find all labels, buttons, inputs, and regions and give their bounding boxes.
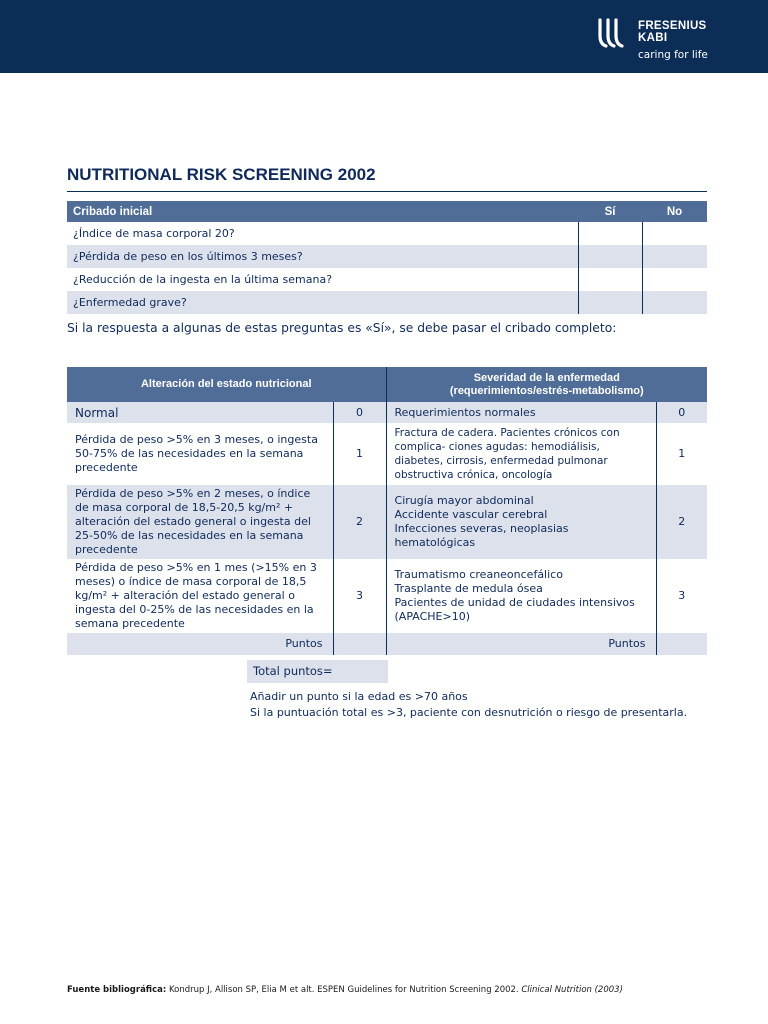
risk-note: Si la puntuación total es >3, paciente con desnutrición o riesgo de presentarla. (250, 706, 688, 719)
brand-logo (598, 16, 718, 64)
header-nutritional-status: Alteración del estado nutricional (67, 367, 386, 402)
severity-desc: Fractura de cadera. Pacientes crónicos con complica- ciones agudas: hemodiálisis, diabetes, cirrosis, enfermedad pulmonar obstructiva crónica, oncología (386, 423, 656, 485)
answer-yes-cell[interactable] (578, 268, 642, 291)
title-divider (67, 191, 707, 192)
nutrition-score: 2 (333, 485, 386, 559)
table-row (67, 291, 707, 314)
severity-desc: Requerimientos normales (386, 402, 656, 423)
nutrition-desc: Pérdida de peso >5% en 2 meses, o índice de masa corporal de 18,5-20,5 kg/m² + alteración del estado general o ingesta del 25-50% de las necesidades en la semana precedente (67, 485, 333, 559)
header-disease-severity: Severidad de la enfermedad (requerimientos/estrés-metabolismo) (386, 367, 707, 402)
answer-yes-cell[interactable] (578, 291, 642, 314)
initial-screening-header (67, 201, 707, 222)
question-bmi: ¿Índice de masa corporal 20? (73, 227, 235, 240)
points-input-severity[interactable] (656, 633, 707, 655)
severity-score: 2 (656, 485, 707, 559)
fresenius-kabi-mark-icon (598, 18, 628, 48)
header-bar (0, 0, 768, 73)
full-screening-header (67, 367, 707, 402)
age-note: Añadir un punto si la edad es >70 años (250, 690, 468, 703)
question-intake: ¿Reducción de la ingesta en la última semana? (73, 273, 333, 286)
nutrition-score: 3 (333, 559, 386, 633)
footer-journal: Clinical Nutrition (2003) (521, 985, 623, 995)
severity-score: 1 (656, 423, 707, 485)
answer-no-cell[interactable] (642, 268, 707, 291)
nutrition-desc: Pérdida de peso >5% en 3 meses, o ingesta 50-75% de las necesidades en la semana precedente (75, 433, 318, 474)
answer-yes-cell[interactable] (578, 222, 642, 245)
table-row (67, 485, 707, 559)
severity-desc: Cirugía mayor abdominal Accidente vascular cerebral Infecciones severas, neoplasias hematológicas (386, 485, 656, 559)
answer-no-cell[interactable] (642, 291, 707, 314)
footer-label: Fuente bibliográfica: (67, 985, 167, 995)
answer-no-cell[interactable] (642, 222, 707, 245)
nutrition-score: 0 (333, 402, 386, 423)
table-row (67, 559, 707, 633)
severity-score: 3 (656, 559, 707, 633)
page-title: NUTRITIONAL RISK SCREENING 2002 (67, 165, 376, 184)
header-no: No (642, 201, 707, 222)
table-row (67, 402, 707, 423)
scoring-notes (250, 689, 687, 721)
table-row (67, 423, 707, 485)
table-row (67, 268, 707, 291)
question-weight-loss: ¿Pérdida de peso en los últimos 3 meses? (67, 245, 578, 268)
points-input-nutrition[interactable] (333, 633, 386, 655)
severity-score: 0 (656, 402, 707, 423)
brand-tagline: caring for life (638, 49, 708, 61)
answer-yes-cell[interactable] (578, 245, 642, 268)
full-screening-table (67, 367, 707, 655)
table-row (67, 222, 707, 245)
table-row (67, 245, 707, 268)
brand-name: FRESENIUS KABI (638, 20, 707, 44)
points-row (67, 633, 707, 655)
points-label-severity: Puntos (386, 633, 656, 655)
nutrition-score: 1 (333, 423, 386, 485)
nutrition-desc: Normal (67, 402, 333, 423)
answer-no-cell[interactable] (642, 245, 707, 268)
initial-screening-table (67, 201, 707, 314)
header-yes: Sí (578, 201, 642, 222)
nutrition-desc: Pérdida de peso >5% en 1 mes (>15% en 3 meses) o índice de masa corporal de 18,5 kg/m² + alteración del estado general o ingesta del 0-25% de las necesidades en la semana precedente (75, 561, 317, 630)
severity-desc: Traumatismo creaneoncefálico Trasplante de medula ósea Pacientes de unidad de ciudades intensivos (APACHE>10) (386, 559, 656, 633)
total-points-field[interactable]: Total puntos= (247, 660, 388, 683)
header-question: Cribado inicial (67, 201, 578, 222)
points-label-nutrition: Puntos (67, 633, 333, 655)
screening-instruction: Si la respuesta a algunas de estas preguntas es «Sí», se debe pasar el cribado completo: (67, 321, 617, 335)
footer-reference (67, 985, 623, 995)
question-illness: ¿Enfermedad grave? (67, 291, 578, 314)
footer-citation: Kondrup J, Allison SP, Elia M et alt. ESPEN Guidelines for Nutrition Screening 2002. (168, 985, 519, 995)
